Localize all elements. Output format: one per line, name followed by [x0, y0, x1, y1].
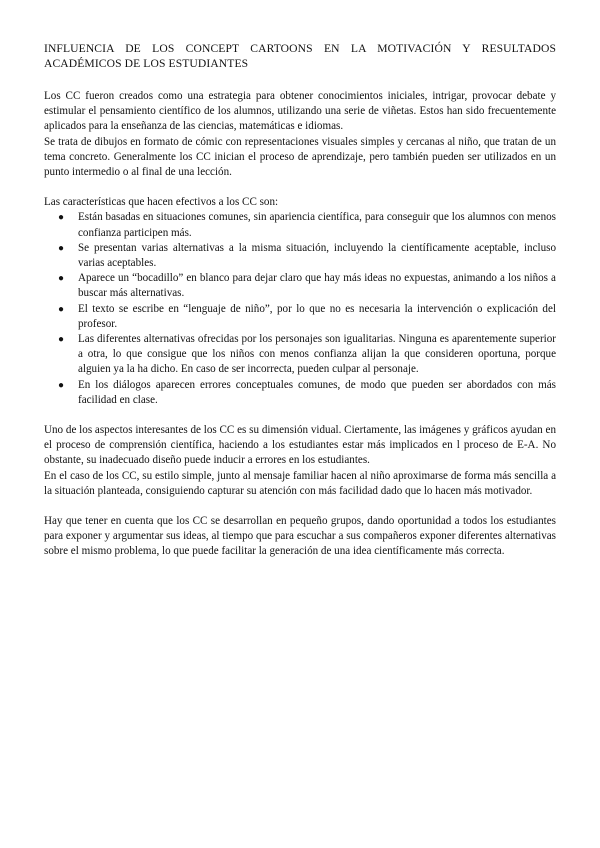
document-content: [44, 41, 556, 560]
list-item-text: Se presentan varias alternativas a la misma situación, incluyendo la científicamente aceptable, incluso varias aceptables.: [78, 241, 556, 270]
bullet-icon: ●: [58, 379, 65, 391]
list-item: [44, 241, 556, 271]
paragraph-spacing: [44, 180, 556, 195]
closing-paragraph: Hay que tener en cuenta que los CC se desarrollan en pequeño grupos, dando oportunidad a todos los estudiantes para exponer y argumentar sus ideas, al tiempo que para escuchar a sus compañeros exponer diferentes alternativas sobre el mismo problema, lo que puede facilitar la generación de una idea científicamente más correcta.: [44, 515, 556, 558]
list-item: [44, 378, 556, 408]
document-title: INFLUENCIA DE LOS CONCEPT CARTOONS EN LA MOTIVACIÓN Y RESULTADOS ACADÉMICOS DE LOS ESTUDIANTES: [44, 42, 556, 70]
paragraph-spacing: [44, 499, 556, 514]
bullet-icon: ●: [58, 273, 65, 285]
characteristics-list: [44, 210, 556, 408]
list-item-text: En los diálogos aparecen errores conceptuales comunes, de modo que pueden ser abordados con más facilidad en clase.: [78, 378, 556, 406]
bullet-icon: ●: [58, 242, 65, 254]
bullet-icon: ●: [58, 334, 65, 346]
paragraph-spacing: [44, 408, 556, 423]
list-intro: Las características que hacen efectivos a los CC son:: [44, 196, 279, 209]
bullet-icon: ●: [58, 212, 65, 224]
list-item: [44, 271, 556, 301]
list-item: [44, 332, 556, 378]
list-item: [44, 210, 556, 240]
intro-paragraph-1: Los CC fueron creados como una estrategia para obtener conocimientos iniciales, intrigar, provocar debate y estimular el pensamiento científico de los alumnos, utilizando una serie de viñetas. Estos han sido frecuentemente aplicados para la enseñanza de las ciencias, matemáticas e idiomas.: [44, 90, 556, 133]
list-item: [44, 302, 556, 332]
intro-paragraph-2: Se trata de dibujos en formato de cómic con representaciones visuales simples y cercanas al niño, que tratan de un tema concreto. Generalmente los CC inician el proceso de aprendizaje, pero también pueden ser utilizados en un punto intermedio o al final de una lección.: [44, 135, 556, 179]
list-item-text: Aparece un “bocadillo” en blanco para dejar claro que hay más ideas no expuestas, animando a los niños a buscar más alternativas.: [78, 272, 556, 300]
list-item-text: El texto se escribe en “lenguaje de niño”, por lo que no es necesaria la intervención o explicación del profesor.: [78, 302, 556, 330]
list-item-text: Están basadas en situaciones comunes, sin apariencia científica, para conseguir que los alumnos con menos confianza participen más.: [78, 211, 556, 239]
visual-paragraph-1: Uno de los aspectos interesantes de los CC es su dimensión vidual. Ciertamente, las imágenes y gráficos ayudan en el proceso de comprensión científica, haciendo a los estudiantes estar más implicados en l proceso de E-A. No obstante, su inadecuado diseño puede inducir a errores en los estudiantes.: [44, 424, 556, 467]
title-spacing: [44, 71, 556, 89]
list-item-text: Las diferentes alternativas ofrecidas por los personajes son igualitarias. Ninguna es aparentemente superior a otra, lo que consigue que los niños con menos confianza alijan la que consideren oportuna, porque alguien ya la ha dicho. En caso de ser incorrecta, pueden culpar al personaje.: [78, 333, 556, 376]
bullet-icon: ●: [58, 303, 65, 315]
visual-paragraph-2: En el caso de los CC, su estilo simple, junto al mensaje familiar hacen al niño aproximarse de forma más sencilla a la situación planteada, consiguiendo capturar su atención con más facilidad dado que lo hacen más motivador.: [44, 469, 556, 497]
